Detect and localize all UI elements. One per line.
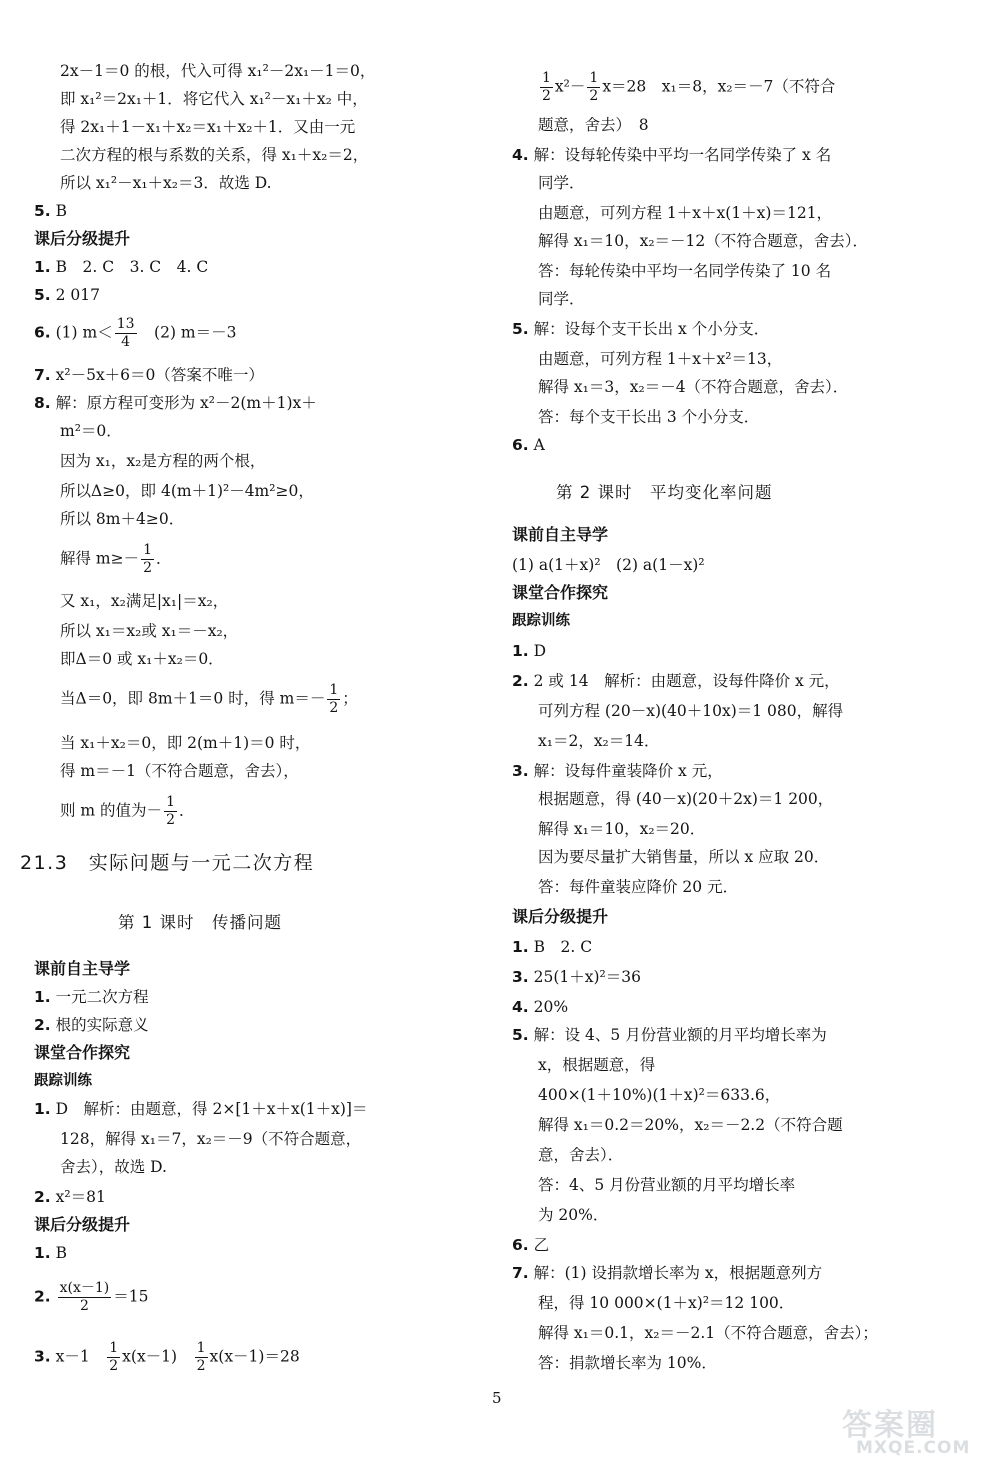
item-number: 2. xyxy=(34,1287,51,1306)
text-line: x₁＝2，x₂＝14． xyxy=(538,732,660,750)
fraction xyxy=(164,794,177,829)
answer-item xyxy=(512,640,546,662)
answer-item xyxy=(512,434,545,456)
section-heading: 课后分级提升 xyxy=(34,1215,131,1234)
answer-item xyxy=(34,200,67,222)
section-heading: 课堂合作探究 xyxy=(512,583,609,602)
fraction xyxy=(327,682,340,717)
item-text: 解：原方程可变形为 x²－2(m＋1)x＋ xyxy=(55,394,317,412)
answer-item xyxy=(34,316,237,351)
text-line: 400×(1＋10%)(1＋x)²＝633.6， xyxy=(538,1086,781,1104)
answer-item xyxy=(34,364,264,386)
answer-item xyxy=(34,1186,106,1208)
text-line: 答：每件童装应降价 20 元． xyxy=(538,878,739,896)
item-number: 2. xyxy=(34,1016,51,1034)
item-text: B xyxy=(55,202,68,220)
item-number: 3. xyxy=(34,1347,51,1366)
text-line: 解得 x₁＝0.2＝20%，x₂＝－2.2（不符合题 xyxy=(538,1116,843,1134)
text-line xyxy=(60,542,172,577)
answer-item xyxy=(34,986,149,1008)
fraction-denominator: 2 xyxy=(589,88,599,104)
text-line: 答：每轮传染中平均一名同学传染了 10 名 xyxy=(538,262,832,280)
fraction-numerator: 1 xyxy=(329,682,339,698)
text-line: 解得 x₁＝10，x₂＝20． xyxy=(538,820,706,838)
item-text: x²－5x＋6＝0（答案不唯一） xyxy=(55,366,264,384)
sub-heading: 跟踪训练 xyxy=(34,1073,92,1089)
item-number: 1. xyxy=(34,988,51,1006)
text-line: 由题意，可列方程 1＋x＋x(1＋x)＝121， xyxy=(538,204,833,222)
text-line: 题意，舍去） 8 xyxy=(538,116,649,134)
text-line: 二次方程的根与系数的关系，得 x₁＋x₂＝2， xyxy=(60,146,369,164)
item-text: A xyxy=(533,436,545,454)
item-text: x²－ xyxy=(554,77,586,96)
text-line: 答：捐款增长率为 10%． xyxy=(538,1354,717,1372)
fraction-denominator: 2 xyxy=(109,1358,119,1374)
text-line xyxy=(538,70,835,105)
page-number: 5 xyxy=(492,1389,502,1407)
answer-item xyxy=(512,1262,822,1284)
item-text: 一元二次方程 xyxy=(55,988,149,1006)
text-line: 解得 x₁＝3，x₂＝－4（不符合题意，舍去）． xyxy=(538,378,849,396)
item-number: 5. xyxy=(512,320,529,338)
item-text: 当Δ＝0，即 8m＋1＝0 时，得 m＝－ xyxy=(60,689,326,708)
item-number: 1. xyxy=(34,1244,51,1262)
item-text: 则 m 的值为－ xyxy=(60,801,163,820)
item-text: B 2. C 3. C 4. C xyxy=(55,258,209,276)
item-text: 解：设每件童装降价 x 元， xyxy=(533,762,723,780)
text-line: 2x－1＝0 的根，代入可得 x₁²－2x₁－1＝0， xyxy=(60,62,376,80)
text-line: m²＝0． xyxy=(60,422,122,440)
section-heading: 课前自主导学 xyxy=(34,959,131,978)
fraction xyxy=(587,70,600,105)
lesson-title: 第 2 课时 平均变化率问题 xyxy=(556,483,773,502)
item-text: 解得 m≥－ xyxy=(60,549,140,568)
watermark-text: 答案圈 xyxy=(842,1408,938,1443)
text-line: 程，得 10 000×(1＋x)²＝12 100． xyxy=(538,1294,795,1312)
text-line: 答：每个支干长出 3 个小分支． xyxy=(538,408,760,426)
lesson-title: 第 1 课时 传播问题 xyxy=(118,913,282,932)
item-number: 4. xyxy=(512,146,529,164)
watermark-url: MXQE.COM xyxy=(856,1438,971,1458)
item-number: 1. xyxy=(512,938,529,956)
fraction xyxy=(195,1340,208,1375)
fraction-numerator: 1 xyxy=(589,70,599,86)
answer-item xyxy=(512,318,769,340)
item-number: 2. xyxy=(512,672,529,690)
item-number: 5. xyxy=(34,286,51,304)
item-text: ； xyxy=(342,689,358,708)
answer-item xyxy=(512,1024,827,1046)
section-title: 21.3 实际问题与一元二次方程 xyxy=(20,852,315,874)
item-text: ． xyxy=(178,801,195,820)
item-number: 1. xyxy=(34,258,51,276)
sub-heading: 跟踪训练 xyxy=(512,613,570,629)
text-line: 为 20%． xyxy=(538,1206,609,1224)
answer-item xyxy=(34,1098,367,1120)
item-text: D xyxy=(533,642,547,660)
text-line: 即 x₁²＝2x₁＋1．将它代入 x₁²－x₁＋x₂ 中， xyxy=(60,90,368,108)
section-heading: 课堂合作探究 xyxy=(34,1043,131,1062)
fraction xyxy=(540,70,553,105)
text-line: 当 x₁＋x₂＝0，即 2(m＋1)＝0 时， xyxy=(60,734,311,752)
item-number: 4. xyxy=(512,998,529,1016)
item-text: 25(1＋x)²＝36 xyxy=(533,968,641,986)
answer-item xyxy=(34,1280,148,1315)
text-line: (1) a(1＋x)² (2) a(1－x)² xyxy=(512,556,705,574)
item-text: D 解析：由题意，得 2×[1＋x＋x(1＋x)]＝ xyxy=(55,1100,368,1118)
answer-item xyxy=(512,936,592,958)
text-line: 同学． xyxy=(538,174,585,192)
answer-item xyxy=(34,256,208,278)
section-heading: 课后分级提升 xyxy=(512,907,609,926)
item-text: 20% xyxy=(533,998,569,1016)
item-number: 3. xyxy=(512,968,529,986)
watermark-logo xyxy=(842,1400,992,1458)
answer-item xyxy=(34,1242,67,1264)
item-number: 1. xyxy=(34,1100,51,1118)
item-text: (2) m＝－3 xyxy=(138,323,237,342)
section-heading: 课后分级提升 xyxy=(34,229,131,248)
fraction-denominator: 2 xyxy=(79,1298,89,1314)
item-number: 1. xyxy=(512,642,529,660)
item-text: 解：设每个支干长出 x 个小分支． xyxy=(533,320,770,338)
item-text: 根的实际意义 xyxy=(55,1016,149,1034)
text-line: 意，舍去）． xyxy=(538,1146,624,1164)
item-number: 6. xyxy=(512,436,529,454)
item-text: (1) m＜ xyxy=(55,323,113,342)
fraction xyxy=(115,316,137,351)
item-text: 2 017 xyxy=(55,286,100,304)
text-line xyxy=(60,682,358,717)
fraction-numerator: 13 xyxy=(116,316,135,332)
fraction xyxy=(107,1340,120,1375)
fraction-numerator: 1 xyxy=(143,542,153,558)
text-line: 答：4、5 月份营业额的月平均增长率 xyxy=(538,1176,796,1194)
answer-item xyxy=(34,1014,149,1036)
item-text: 解：设每轮传染中平均一名同学传染了 x 名 xyxy=(533,146,832,164)
fraction-denominator: 4 xyxy=(121,334,131,350)
text-line: 舍去），故选 D. xyxy=(60,1158,167,1176)
item-text: 2 或 14 解析：由题意，设每件降价 x 元， xyxy=(533,672,840,690)
fraction-numerator: 1 xyxy=(109,1340,119,1356)
answer-item xyxy=(512,966,641,988)
answer-item xyxy=(512,996,568,1018)
text-line: 所以 x₁²－x₁＋x₂＝3．故选 D. xyxy=(60,174,272,192)
text-line: 所以 x₁＝x₂或 x₁＝－x₂， xyxy=(60,622,239,640)
fraction-denominator: 2 xyxy=(196,1358,206,1374)
answer-item xyxy=(512,144,831,166)
fraction-denominator: 2 xyxy=(166,812,175,828)
answer-item xyxy=(512,670,840,692)
text-line: 得 2x₁＋1－x₁＋x₂＝x₁＋x₂＋1．又由一元 xyxy=(60,118,356,136)
text-line: 因为要尽量扩大销售量，所以 x 应取 20． xyxy=(538,848,830,866)
text-line: 即Δ＝0 或 x₁＋x₂＝0． xyxy=(60,650,224,668)
item-text: x(x－1)＝28 xyxy=(209,1347,300,1366)
text-line: 解得 x₁＝10，x₂＝－12（不符合题意，舍去）． xyxy=(538,232,869,250)
fraction-numerator: 1 xyxy=(166,794,175,810)
text-line: 由题意，可列方程 1＋x＋x²＝13， xyxy=(538,350,783,368)
fraction xyxy=(141,542,154,577)
item-text: 乙 xyxy=(533,1236,550,1254)
item-number: 8. xyxy=(34,394,51,412)
item-number: 5. xyxy=(512,1026,529,1044)
item-text: x(x－1) xyxy=(122,1347,193,1366)
text-line: 128，解得 x₁＝7，x₂＝－9（不符合题意， xyxy=(60,1130,362,1148)
item-number: 7. xyxy=(512,1264,529,1282)
item-text: 解：设 4、5 月份营业额的月平均增长率为 xyxy=(533,1026,827,1044)
text-line: 解得 x₁＝0.1，x₂＝－2.1（不符合题意，舍去）； xyxy=(538,1324,878,1342)
item-number: 6. xyxy=(34,323,51,342)
answer-item xyxy=(512,1234,549,1256)
item-text: ． xyxy=(156,549,172,568)
answer-item xyxy=(512,760,723,782)
item-text: ＝15 xyxy=(113,1287,149,1306)
item-text: x＝28 x₁＝8，x₂＝－7（不符合 xyxy=(602,77,836,96)
text-line: x，根据题意，得 xyxy=(538,1056,656,1074)
item-number: 7. xyxy=(34,366,51,384)
item-text: B 2. C xyxy=(533,938,593,956)
item-text: x－1 xyxy=(55,1347,106,1366)
answer-item xyxy=(34,284,100,306)
item-text: 解：(1) 设捐款增长率为 x，根据题意列方 xyxy=(533,1264,823,1282)
text-line: 可列方程 (20－x)(40＋10x)＝1 080，解得 xyxy=(538,702,844,720)
item-number: 3. xyxy=(512,762,529,780)
fraction-numerator: 1 xyxy=(196,1340,206,1356)
fraction-numerator: 1 xyxy=(542,70,551,86)
item-number: 5. xyxy=(34,202,51,220)
text-line: 根据题意，得 (40－x)(20＋2x)＝1 200， xyxy=(538,790,834,808)
answer-item xyxy=(34,392,317,414)
text-line: 同学． xyxy=(538,290,585,308)
fraction xyxy=(58,1280,112,1315)
fraction-numerator: x(x－1) xyxy=(59,1280,110,1296)
fraction-denominator: 2 xyxy=(143,560,153,576)
fraction-denominator: 2 xyxy=(329,700,339,716)
item-text: B xyxy=(55,1244,68,1262)
item-number: 2. xyxy=(34,1188,51,1206)
answer-item xyxy=(34,1340,300,1375)
text-line: 所以Δ≥0，即 4(m＋1)²－4m²≥0， xyxy=(60,482,314,500)
text-line: 又 x₁，x₂满足|x₁|＝x₂， xyxy=(60,592,229,610)
text-line: 因为 x₁，x₂是方程的两个根， xyxy=(60,452,266,470)
text-line: 得 m＝－1（不符合题意，舍去）， xyxy=(60,762,299,780)
section-heading: 课前自主导学 xyxy=(512,525,609,544)
text-line: 所以 8m＋4≥0． xyxy=(60,510,185,528)
text-line xyxy=(60,794,195,829)
fraction-denominator: 2 xyxy=(542,88,551,104)
item-text: x²＝81 xyxy=(55,1188,106,1206)
item-number: 6. xyxy=(512,1236,529,1254)
